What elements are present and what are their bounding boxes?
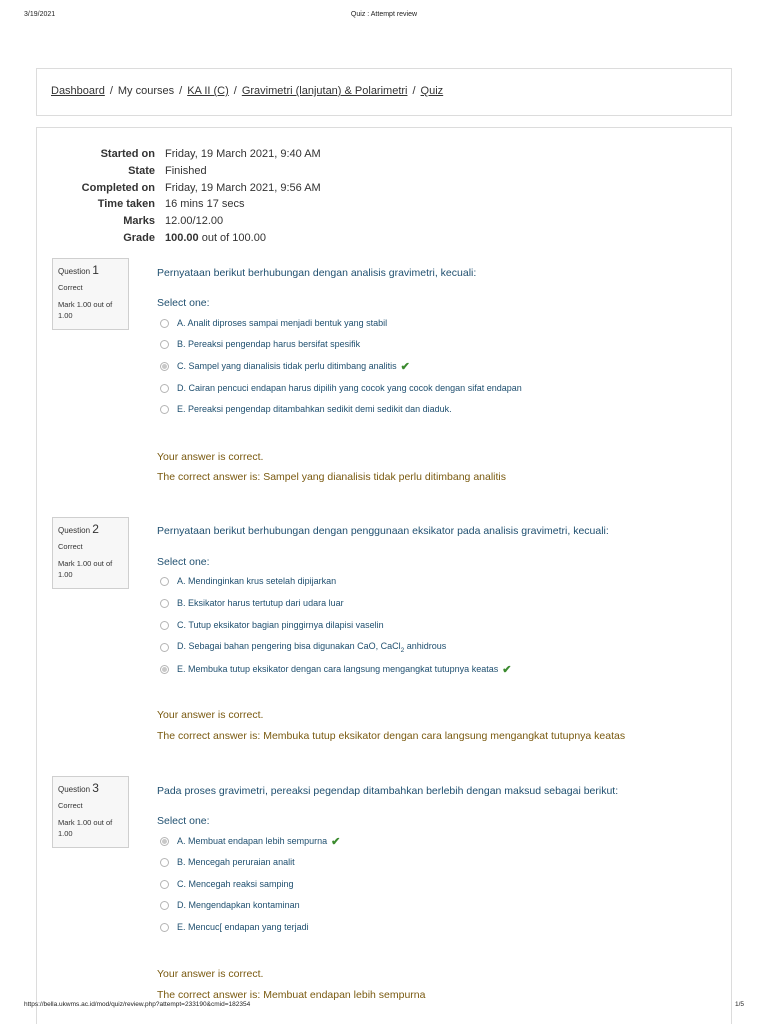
feedback-text: Your answer is correct. xyxy=(157,451,264,463)
breadcrumb-dashboard[interactable]: Dashboard xyxy=(51,85,105,97)
radio-button[interactable] xyxy=(160,384,169,393)
check-icon: ✔ xyxy=(502,663,512,676)
option-label-tail: anhidrous xyxy=(404,640,447,651)
answer-option[interactable] xyxy=(160,855,295,869)
summary-label: State xyxy=(128,164,155,177)
print-title: Quiz : Attempt review xyxy=(350,11,418,18)
summary-label: Grade xyxy=(123,231,155,244)
correct-answer-text: The correct answer is: Membuka tutup eksikator dengan cara langsung mengangkat tutupnya keatas xyxy=(157,730,626,742)
summary-row-grade xyxy=(40,232,440,249)
question-grade: Mark 1.00 out of 1.00 xyxy=(58,300,113,320)
check-icon: ✔ xyxy=(400,360,410,373)
question-label: Question xyxy=(58,267,91,276)
answer-option[interactable] xyxy=(160,920,309,934)
question-number xyxy=(58,522,123,536)
page-number: 1/5 xyxy=(734,1001,744,1008)
option-label-text: D. Sebagai bahan pengering bisa digunakan CaO, CaCl xyxy=(177,640,401,651)
radio-button[interactable] xyxy=(160,599,169,608)
option-label: E. Mencuc[ endapan yang terjadi xyxy=(177,922,309,932)
answer-option-selected[interactable] xyxy=(160,662,511,676)
select-one-prompt: Select one: xyxy=(157,556,210,568)
question-info-3 xyxy=(52,776,129,848)
breadcrumb-separator: / xyxy=(412,85,416,97)
answer-option[interactable] xyxy=(160,402,452,416)
grade-total: out of 100.00 xyxy=(198,231,266,244)
radio-button[interactable] xyxy=(160,621,169,630)
review-card xyxy=(36,127,732,1024)
print-url: https://bella.ukwms.ac.id/mod/quiz/review.php?attempt=233190&cmid=182354 xyxy=(24,1001,251,1008)
question-number-value: 1 xyxy=(92,263,99,277)
option-label xyxy=(177,641,446,654)
summary-label: Completed on xyxy=(81,181,155,194)
option-label: B. Eksikator harus tertutup dari udara luar xyxy=(177,598,344,608)
question-text-1: Pernyataan berikut berhubungan dengan analisis gravimetri, kecuali: xyxy=(157,267,477,279)
breadcrumb-separator: / xyxy=(233,85,237,97)
check-icon: ✔ xyxy=(331,835,341,848)
option-label: C. Mencegah reaksi samping xyxy=(177,879,294,889)
correct-answer-text: The correct answer is: Sampel yang dianalisis tidak perlu ditimbang analitis xyxy=(157,471,507,483)
option-label: C. Tutup eksikator bagian pinggirnya dilapisi vaselin xyxy=(177,620,384,630)
option-label: E. Pereaksi pengendap ditambahkan sedikit demi sedikit dan diaduk. xyxy=(177,404,452,414)
answer-option[interactable] xyxy=(160,337,360,351)
radio-button[interactable] xyxy=(160,405,169,414)
question-label: Question xyxy=(58,785,91,794)
question-info-1 xyxy=(52,258,129,330)
answer-option-selected[interactable] xyxy=(160,834,340,848)
summary-label: Time taken xyxy=(97,198,155,211)
correct-answer-text: The correct answer is: Membuat endapan lebih sempurna xyxy=(157,989,426,1001)
option-label: B. Pereaksi pengendap harus bersifat spesifik xyxy=(177,339,361,349)
option-label: E. Membuka tutup eksikator dengan cara langsung mengangkat tutupnya keatas xyxy=(177,664,499,674)
answer-option[interactable] xyxy=(160,618,384,632)
radio-button[interactable] xyxy=(160,858,169,867)
question-grade: Mark 1.00 out of 1.00 xyxy=(58,559,113,579)
select-one-prompt: Select one: xyxy=(157,815,210,827)
summary-label: Started on xyxy=(100,148,155,160)
breadcrumb-separator: / xyxy=(179,85,183,97)
radio-button[interactable] xyxy=(160,643,169,652)
question-text-3: Pada proses gravimetri, pereaksi pegendap ditambahkan berlebih dengan maksud sebagai berikut: xyxy=(157,785,619,797)
question-number xyxy=(58,263,123,277)
radio-button[interactable] xyxy=(160,901,169,910)
subscript: 2 xyxy=(400,646,405,654)
summary-value: 16 mins 17 secs xyxy=(165,198,245,211)
radio-button-checked[interactable] xyxy=(160,665,169,674)
answer-option[interactable] xyxy=(160,381,522,395)
summary-value xyxy=(165,232,266,244)
question-state: Correct xyxy=(58,283,83,292)
breadcrumb-my-courses: My courses xyxy=(117,85,175,97)
answer-option[interactable] xyxy=(160,877,294,891)
summary-row-completed xyxy=(40,182,440,199)
grade-value: 100.00 xyxy=(165,231,199,244)
answer-option-selected[interactable] xyxy=(160,359,410,373)
option-label: A. Analit diproses sampai menjadi bentuk yang stabil xyxy=(177,318,388,328)
breadcrumb-card xyxy=(36,68,732,116)
radio-button[interactable] xyxy=(160,319,169,328)
radio-button[interactable] xyxy=(160,577,169,586)
radio-button-checked[interactable] xyxy=(160,837,169,846)
print-date: 3/19/2021 xyxy=(24,11,56,18)
breadcrumb-separator: / xyxy=(109,85,113,97)
summary-value: Friday, 19 March 2021, 9:56 AM xyxy=(165,181,321,194)
summary-value: Finished xyxy=(165,164,207,177)
breadcrumb xyxy=(51,85,443,97)
question-text-2: Pernyataan berikut berhubungan dengan penggunaan eksikator pada analisis gravimetri, kecuali: xyxy=(157,525,609,537)
radio-button-checked[interactable] xyxy=(160,362,169,371)
option-label: D. Cairan pencuci endapan harus dipilih yang cocok yang cocok dengan sifat endapan xyxy=(177,383,522,393)
print-footer xyxy=(0,1001,768,1013)
breadcrumb-section[interactable]: Gravimetri (lanjutan) & Polarimetri xyxy=(241,85,408,97)
summary-row-marks xyxy=(40,215,440,232)
question-number-value: 3 xyxy=(92,781,99,795)
select-one-prompt: Select one: xyxy=(157,297,210,309)
radio-button[interactable] xyxy=(160,880,169,889)
question-number xyxy=(58,781,123,795)
option-label: A. Membuat endapan lebih sempurna xyxy=(177,836,328,846)
summary-value: 12.00/12.00 xyxy=(165,215,224,228)
feedback-text: Your answer is correct. xyxy=(157,709,264,721)
question-state: Correct xyxy=(58,801,83,810)
option-label: C. Sampel yang dianalisis tidak perlu ditimbang analitis xyxy=(177,361,397,371)
radio-button[interactable] xyxy=(160,923,169,932)
summary-row-started xyxy=(40,148,440,165)
radio-button[interactable] xyxy=(160,340,169,349)
answer-option[interactable] xyxy=(160,640,446,654)
summary-row-state xyxy=(40,165,440,182)
option-label: B. Mencegah peruraian analit xyxy=(177,857,295,867)
question-number-value: 2 xyxy=(92,522,99,536)
summary-value: Friday, 19 March 2021, 9:40 AM xyxy=(165,148,321,160)
summary-row-time-taken xyxy=(40,198,440,215)
answer-option[interactable] xyxy=(160,316,387,330)
breadcrumb-course[interactable]: KA II (C) xyxy=(187,85,229,97)
option-label: D. Mengendapkan kontaminan xyxy=(177,900,300,910)
question-state: Correct xyxy=(58,542,83,551)
print-header xyxy=(0,11,768,23)
breadcrumb-quiz[interactable]: Quiz xyxy=(420,85,444,97)
answer-option[interactable] xyxy=(160,596,344,610)
answer-option[interactable] xyxy=(160,898,300,912)
summary-label: Marks xyxy=(123,215,155,228)
question-info-2 xyxy=(52,517,129,589)
question-grade: Mark 1.00 out of 1.00 xyxy=(58,818,113,838)
question-label: Question xyxy=(58,526,91,535)
attempt-summary xyxy=(40,148,440,249)
option-label: A. Mendinginkan krus setelah dipijarkan xyxy=(177,576,337,586)
feedback-text: Your answer is correct. xyxy=(157,968,264,980)
answer-option[interactable] xyxy=(160,574,336,588)
